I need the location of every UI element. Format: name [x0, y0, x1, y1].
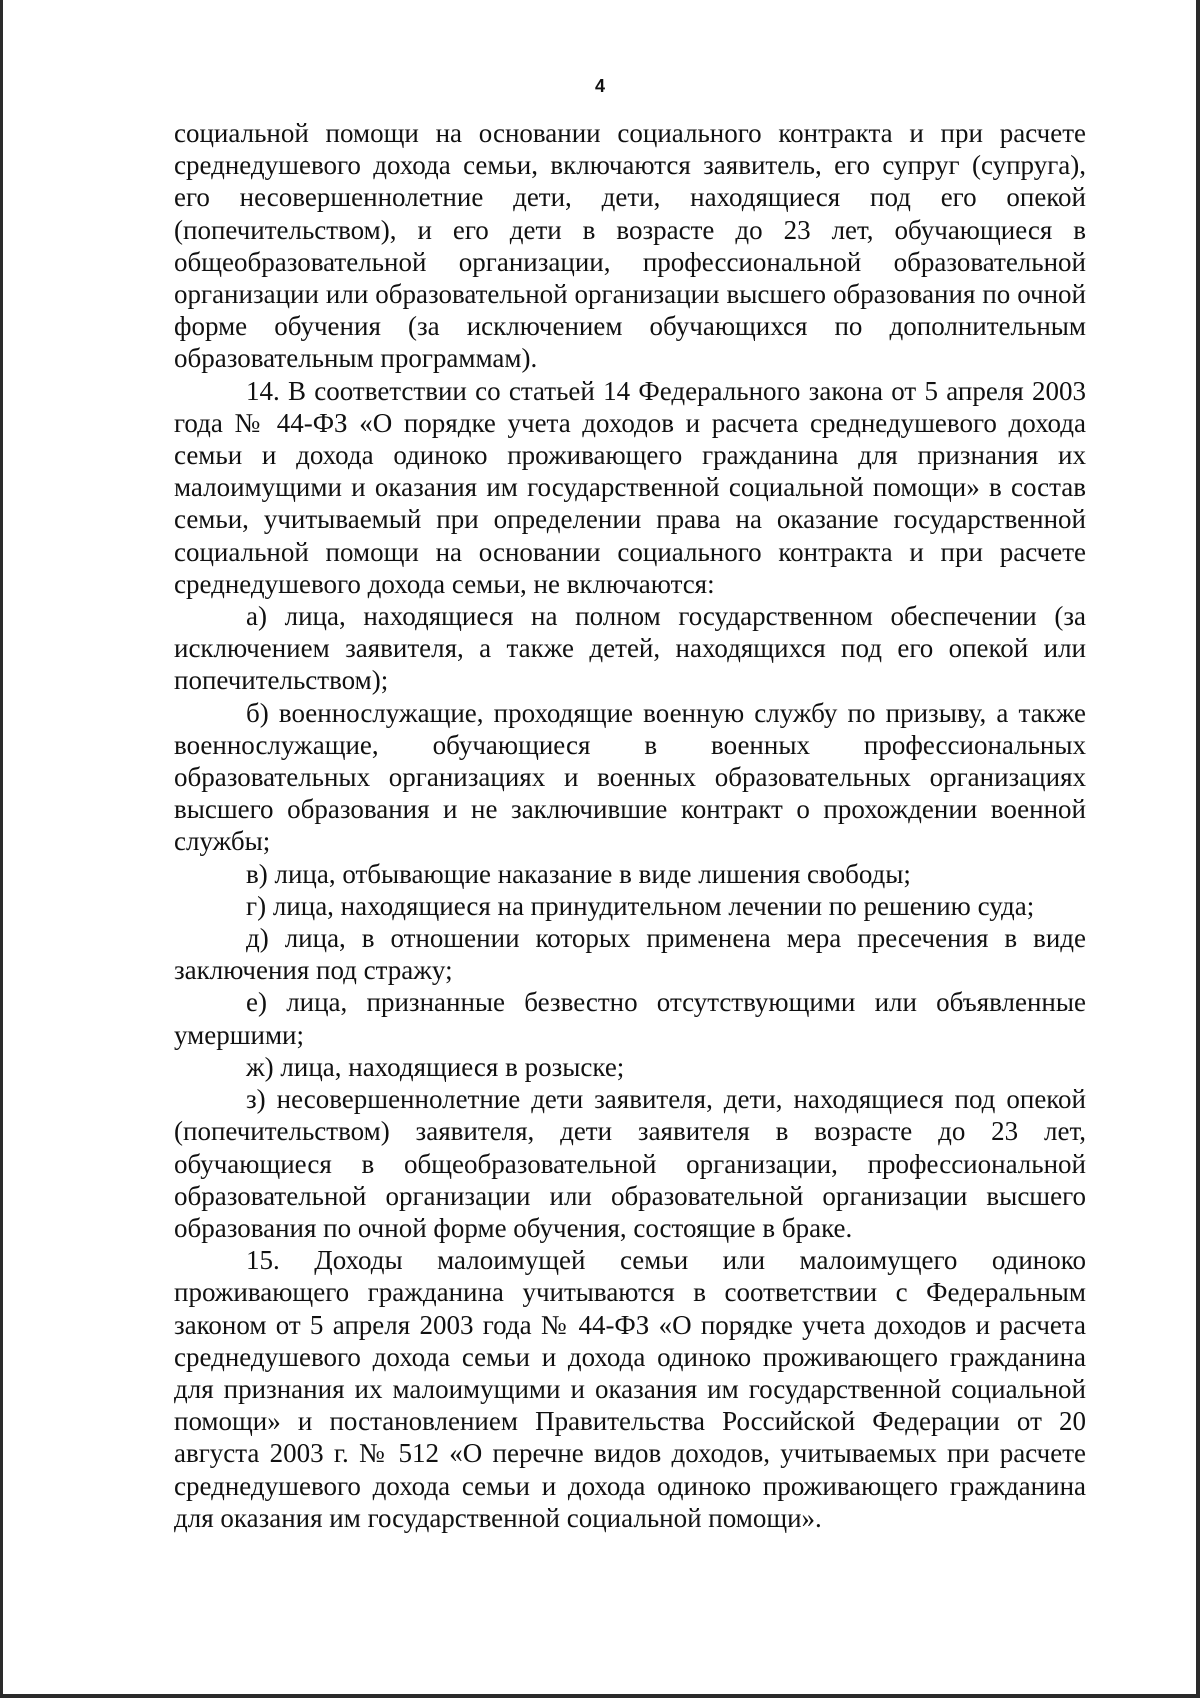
- list-item-v: в) лица, отбывающие наказание в виде лишения свободы;: [246, 858, 911, 889]
- list-item-z: з) несовершеннолетние дети заявителя, дети, находящиеся под опекой (попечительством) заявителя, дети заявителя в возрасте до 23 лет, обучающиеся в общеобразовательной организации, профессиональной образовательной организации или образовательной организации высшего образования по очной форме обучения, состоящие в браке.: [174, 1084, 1086, 1243]
- paragraph-item-15: 15. Доходы малоимущей семьи или малоимущего одиноко проживающего гражданина учитываются в соответствии с Федеральным законом от 5 апреля 2003 года № 44-ФЗ «О порядке учета доходов и расчета среднедушевого дохода семьи и дохода одиноко проживающего гражданина для признания их малоимущими и оказания им государственной социальной помощи» и постановлением Правительства Российской Федерации от 20 августа 2003 г. № 512 «О перечне видов доходов, учитываемых при расчете среднедушевого дохода семьи и дохода одиноко проживающего гражданина для оказания им государственной социальной помощи».: [174, 1245, 1086, 1533]
- paragraph-continuation: социальной помощи на основании социального контракта и при расчете среднедушевого дохода семьи, включаются заявитель, его супруг (супруга), его несовершеннолетние дети, дети, находящиеся под его опекой (попечительством), и его дети в возрасте до 23 лет, обучающиеся в общеобразовательной организации, профессиональной образовательной организации или образовательной организации высшего образования по очной форме обучения (за исключением обучающихся по дополнительным образовательным программам).: [174, 118, 1086, 374]
- list-item-e: е) лица, признанные безвестно отсутствующими или объявленные умершими;: [174, 987, 1086, 1050]
- list-item-a: а) лица, находящиеся на полном государственном обеспечении (за исключением заявителя, а также детей, находящихся под его опекой или попечительством);: [174, 601, 1086, 696]
- scan-edge-left: [0, 0, 3, 1698]
- scan-edge-bottom: [0, 1694, 1200, 1698]
- list-item-zh: ж) лица, находящиеся в розыске;: [246, 1051, 625, 1082]
- list-item-g: г) лица, находящиеся на принудительном лечении по решению суда;: [246, 890, 1035, 921]
- list-item-b: б) военнослужащие, проходящие военную службу по призыву, а также военнослужащие, обучающиеся в военных профессиональных образовательных организациях и военных образовательных организациях высшего образования и не заключившие контракт о прохождении военной службы;: [174, 697, 1086, 857]
- document-body: [174, 117, 1086, 1534]
- page-number: 4: [594, 76, 605, 96]
- paragraph-item-14: 14. В соответствии со статьей 14 Федерального закона от 5 апреля 2003 года № 44-ФЗ «О порядке учета доходов и расчета среднедушевого дохода семьи и дохода одиноко проживающего гражданина для признания их малоимущими и оказания им государственной социальной помощи» в состав семьи, учитываемый при определении права на оказание государственной социальной помощи на основании социального контракта и при расчете среднедушевого дохода семьи, не включаются:: [174, 375, 1086, 599]
- list-item-d: д) лица, в отношении которых применена мера пресечения в виде заключения под стражу;: [174, 923, 1086, 986]
- scan-edge-right: [1196, 0, 1200, 1698]
